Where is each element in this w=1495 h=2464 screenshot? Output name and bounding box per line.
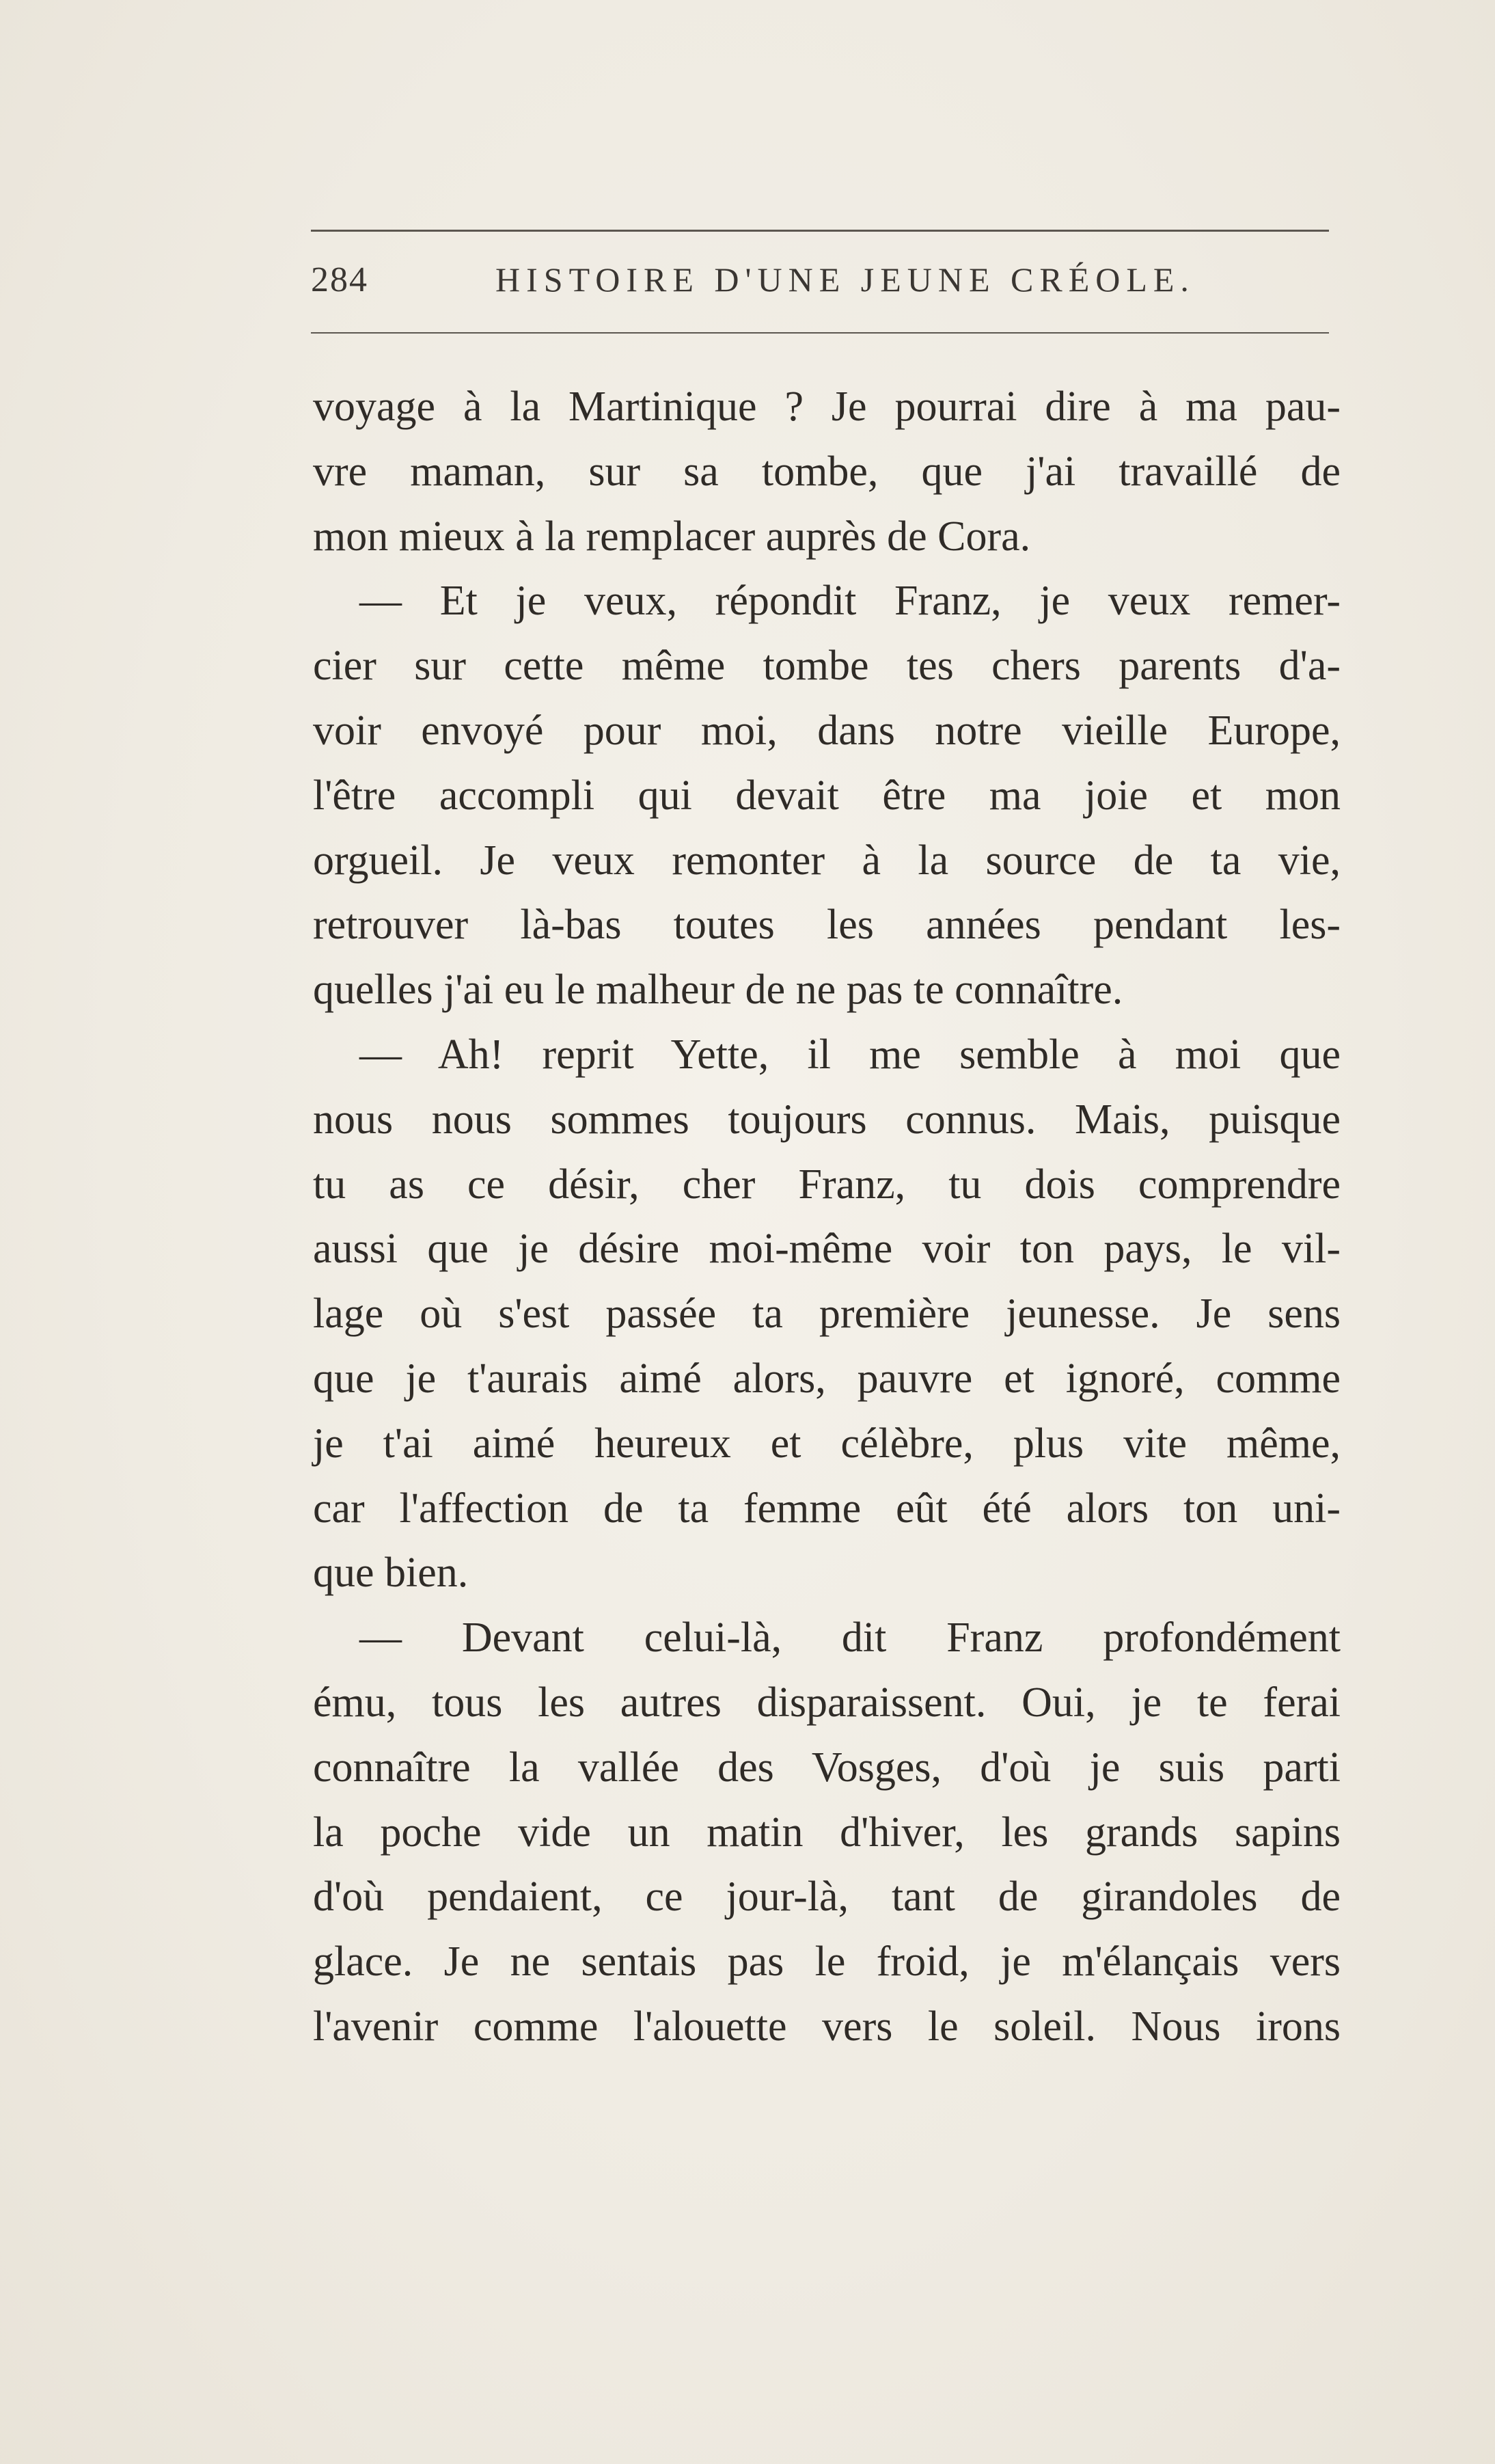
text-line: ému, tous les autres disparaissent. Oui, je te ferai [313, 1679, 1341, 1726]
text-line: lage où s'est passée ta première jeunesse. Je sens [313, 1290, 1341, 1338]
text-line: l'être accompli qui devait être ma joie et mon [313, 772, 1341, 819]
text-line: retrouver là-bas toutes les années pendant les- [313, 902, 1341, 949]
text-line: — Ah! reprit Yette, il me semble à moi que [359, 1031, 1341, 1078]
text-line: glace. Je ne sentais pas le froid, je m'élançais vers [313, 1938, 1341, 1986]
header-bottom-rule [311, 332, 1329, 334]
text-line: que bien. [313, 1549, 469, 1597]
text-line: car l'affection de ta femme eût été alors ton uni- [313, 1485, 1341, 1532]
text-line: aussi que je désire moi-même voir ton pays, le vil- [313, 1226, 1341, 1273]
running-header [311, 260, 1329, 308]
page-number: 284 [311, 260, 368, 299]
text-line: l'avenir comme l'alouette vers le soleil. Nous irons [313, 2003, 1341, 2050]
text-line: tu as ce désir, cher Franz, tu dois comprendre [313, 1161, 1341, 1208]
running-title: HISTOIRE D'UNE JEUNE CRÉOLE. [495, 260, 1195, 299]
text-line: voyage à la Martinique ? Je pourrai dire à ma pau- [313, 383, 1341, 430]
text-line: que je t'aurais aimé alors, pauvre et ignoré, comme [313, 1355, 1341, 1402]
text-line: mon mieux à la remplacer auprès de Cora. [313, 513, 1031, 560]
text-line: je t'ai aimé heureux et célèbre, plus vite même, [313, 1420, 1341, 1467]
body-text [313, 375, 1341, 2059]
text-line: nous nous sommes toujours connus. Mais, puisque [313, 1096, 1341, 1143]
text-line: quelles j'ai eu le malheur de ne pas te connaître. [313, 966, 1123, 1014]
text-line: vre maman, sur sa tombe, que j'ai travaillé de [313, 448, 1341, 495]
text-line: la poche vide un matin d'hiver, les grands sapins [313, 1809, 1341, 1856]
text-line: orgueil. Je veux remonter à la source de ta vie, [313, 837, 1341, 884]
text-line: — Et je veux, répondit Franz, je veux remer- [359, 578, 1341, 625]
text-line: — Devant celui-là, dit Franz profondément [359, 1614, 1341, 1662]
text-line: connaître la vallée des Vosges, d'où je suis parti [313, 1744, 1341, 1791]
text-line: d'où pendaient, ce jour-là, tant de girandoles de [313, 1873, 1341, 1921]
text-line: voir envoyé pour moi, dans notre vieille Europe, [313, 707, 1341, 754]
header-top-rule [311, 230, 1329, 232]
text-line: cier sur cette même tombe tes chers parents d'a- [313, 642, 1341, 690]
